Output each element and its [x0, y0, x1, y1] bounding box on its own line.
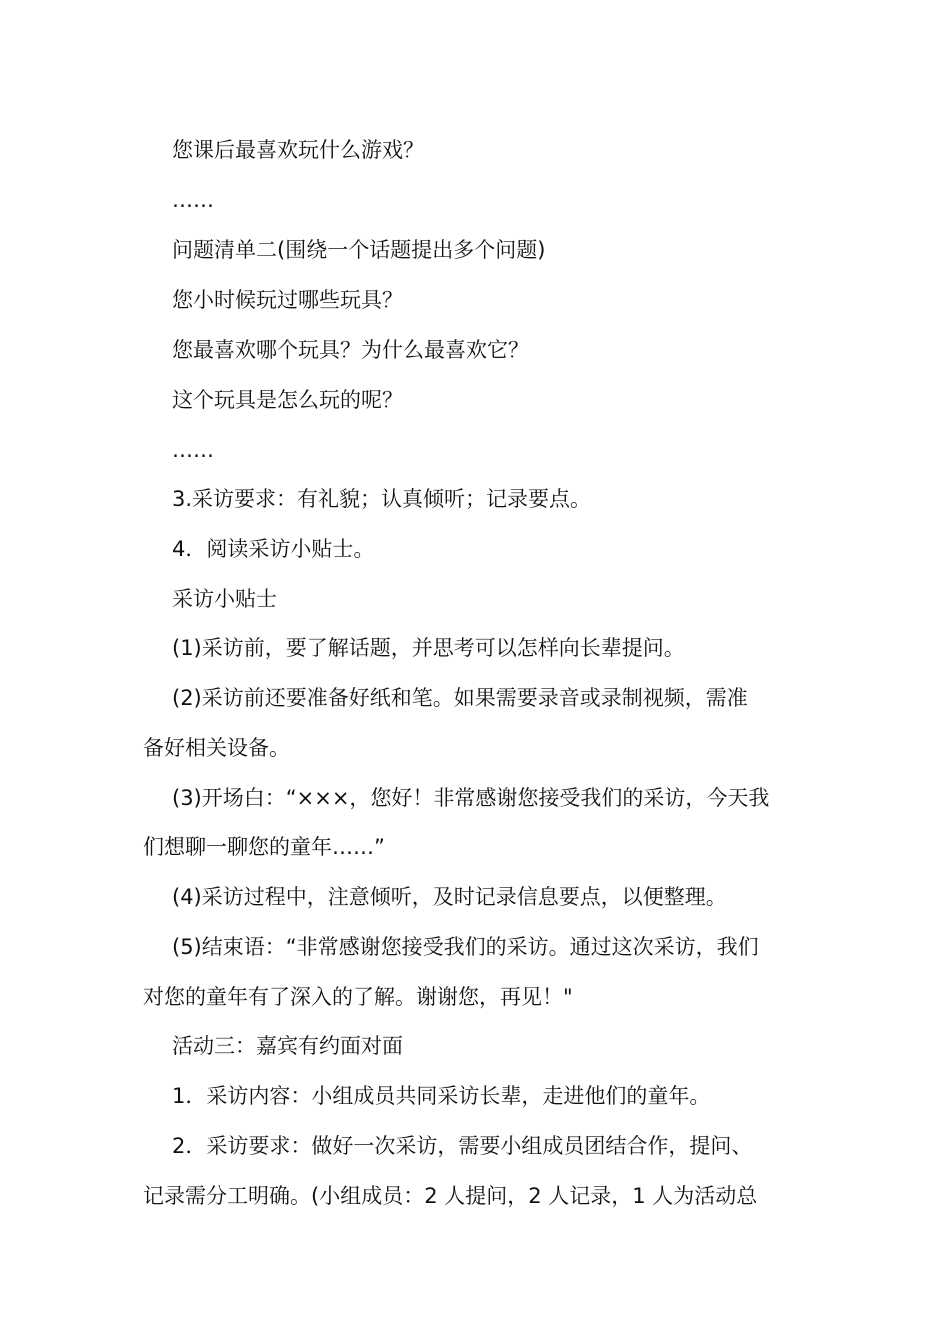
- tip-2-line-1: (2)采访前还要准备好纸和笔。如果需要录音或录制视频，需准: [172, 686, 748, 710]
- question-how-to-play: 这个玩具是怎么玩的呢？: [172, 388, 403, 412]
- tip-4: (4)采访过程中，注意倾听，及时记录信息要点，以便整理。: [172, 885, 727, 909]
- tip-2-line-2: 备好相关设备。: [143, 736, 290, 760]
- question-favorite-toy: 您最喜欢哪个玩具？为什么最喜欢它？: [172, 338, 529, 362]
- interview-requirement-line-2: 记录需分工明确。(小组成员：2 人提问，2 人记录，1 人为活动总: [143, 1184, 758, 1208]
- interview-requirements: 3.采访要求：有礼貌；认真倾听；记录要点。: [172, 487, 592, 511]
- interview-requirement-line-1: 2．采访要求：做好一次采访，需要小组成员团结合作，提问、: [172, 1134, 753, 1158]
- tip-1: (1)采访前，要了解话题，并思考可以怎样向长辈提问。: [172, 636, 685, 660]
- question-list-two-heading: 问题清单二(围绕一个话题提出多个问题): [172, 238, 546, 262]
- tip-3-line-1: (3)开场白：“×××，您好！非常感谢您接受我们的采访，今天我: [172, 786, 770, 810]
- question-favorite-game: 您课后最喜欢玩什么游戏？: [172, 138, 424, 162]
- ellipsis-line: ……: [172, 438, 214, 462]
- interview-content: 1．采访内容：小组成员共同采访长辈，走进他们的童年。: [172, 1084, 711, 1108]
- activity-three-heading: 活动三：嘉宾有约面对面: [172, 1034, 403, 1058]
- tip-5-line-2: 对您的童年有了深入的了解。谢谢您，再见！": [143, 985, 573, 1009]
- interview-tips-heading: 采访小贴士: [172, 587, 277, 611]
- ellipsis-line: ……: [172, 188, 214, 212]
- tip-5-line-1: (5)结束语：“非常感谢您接受我们的采访。通过这次采访，我们: [172, 935, 759, 959]
- read-interview-tips: 4．阅读采访小贴士。: [172, 537, 375, 561]
- question-toys-played: 您小时候玩过哪些玩具？: [172, 288, 403, 312]
- tip-3-line-2: 们想聊一聊您的童年……”: [143, 835, 385, 859]
